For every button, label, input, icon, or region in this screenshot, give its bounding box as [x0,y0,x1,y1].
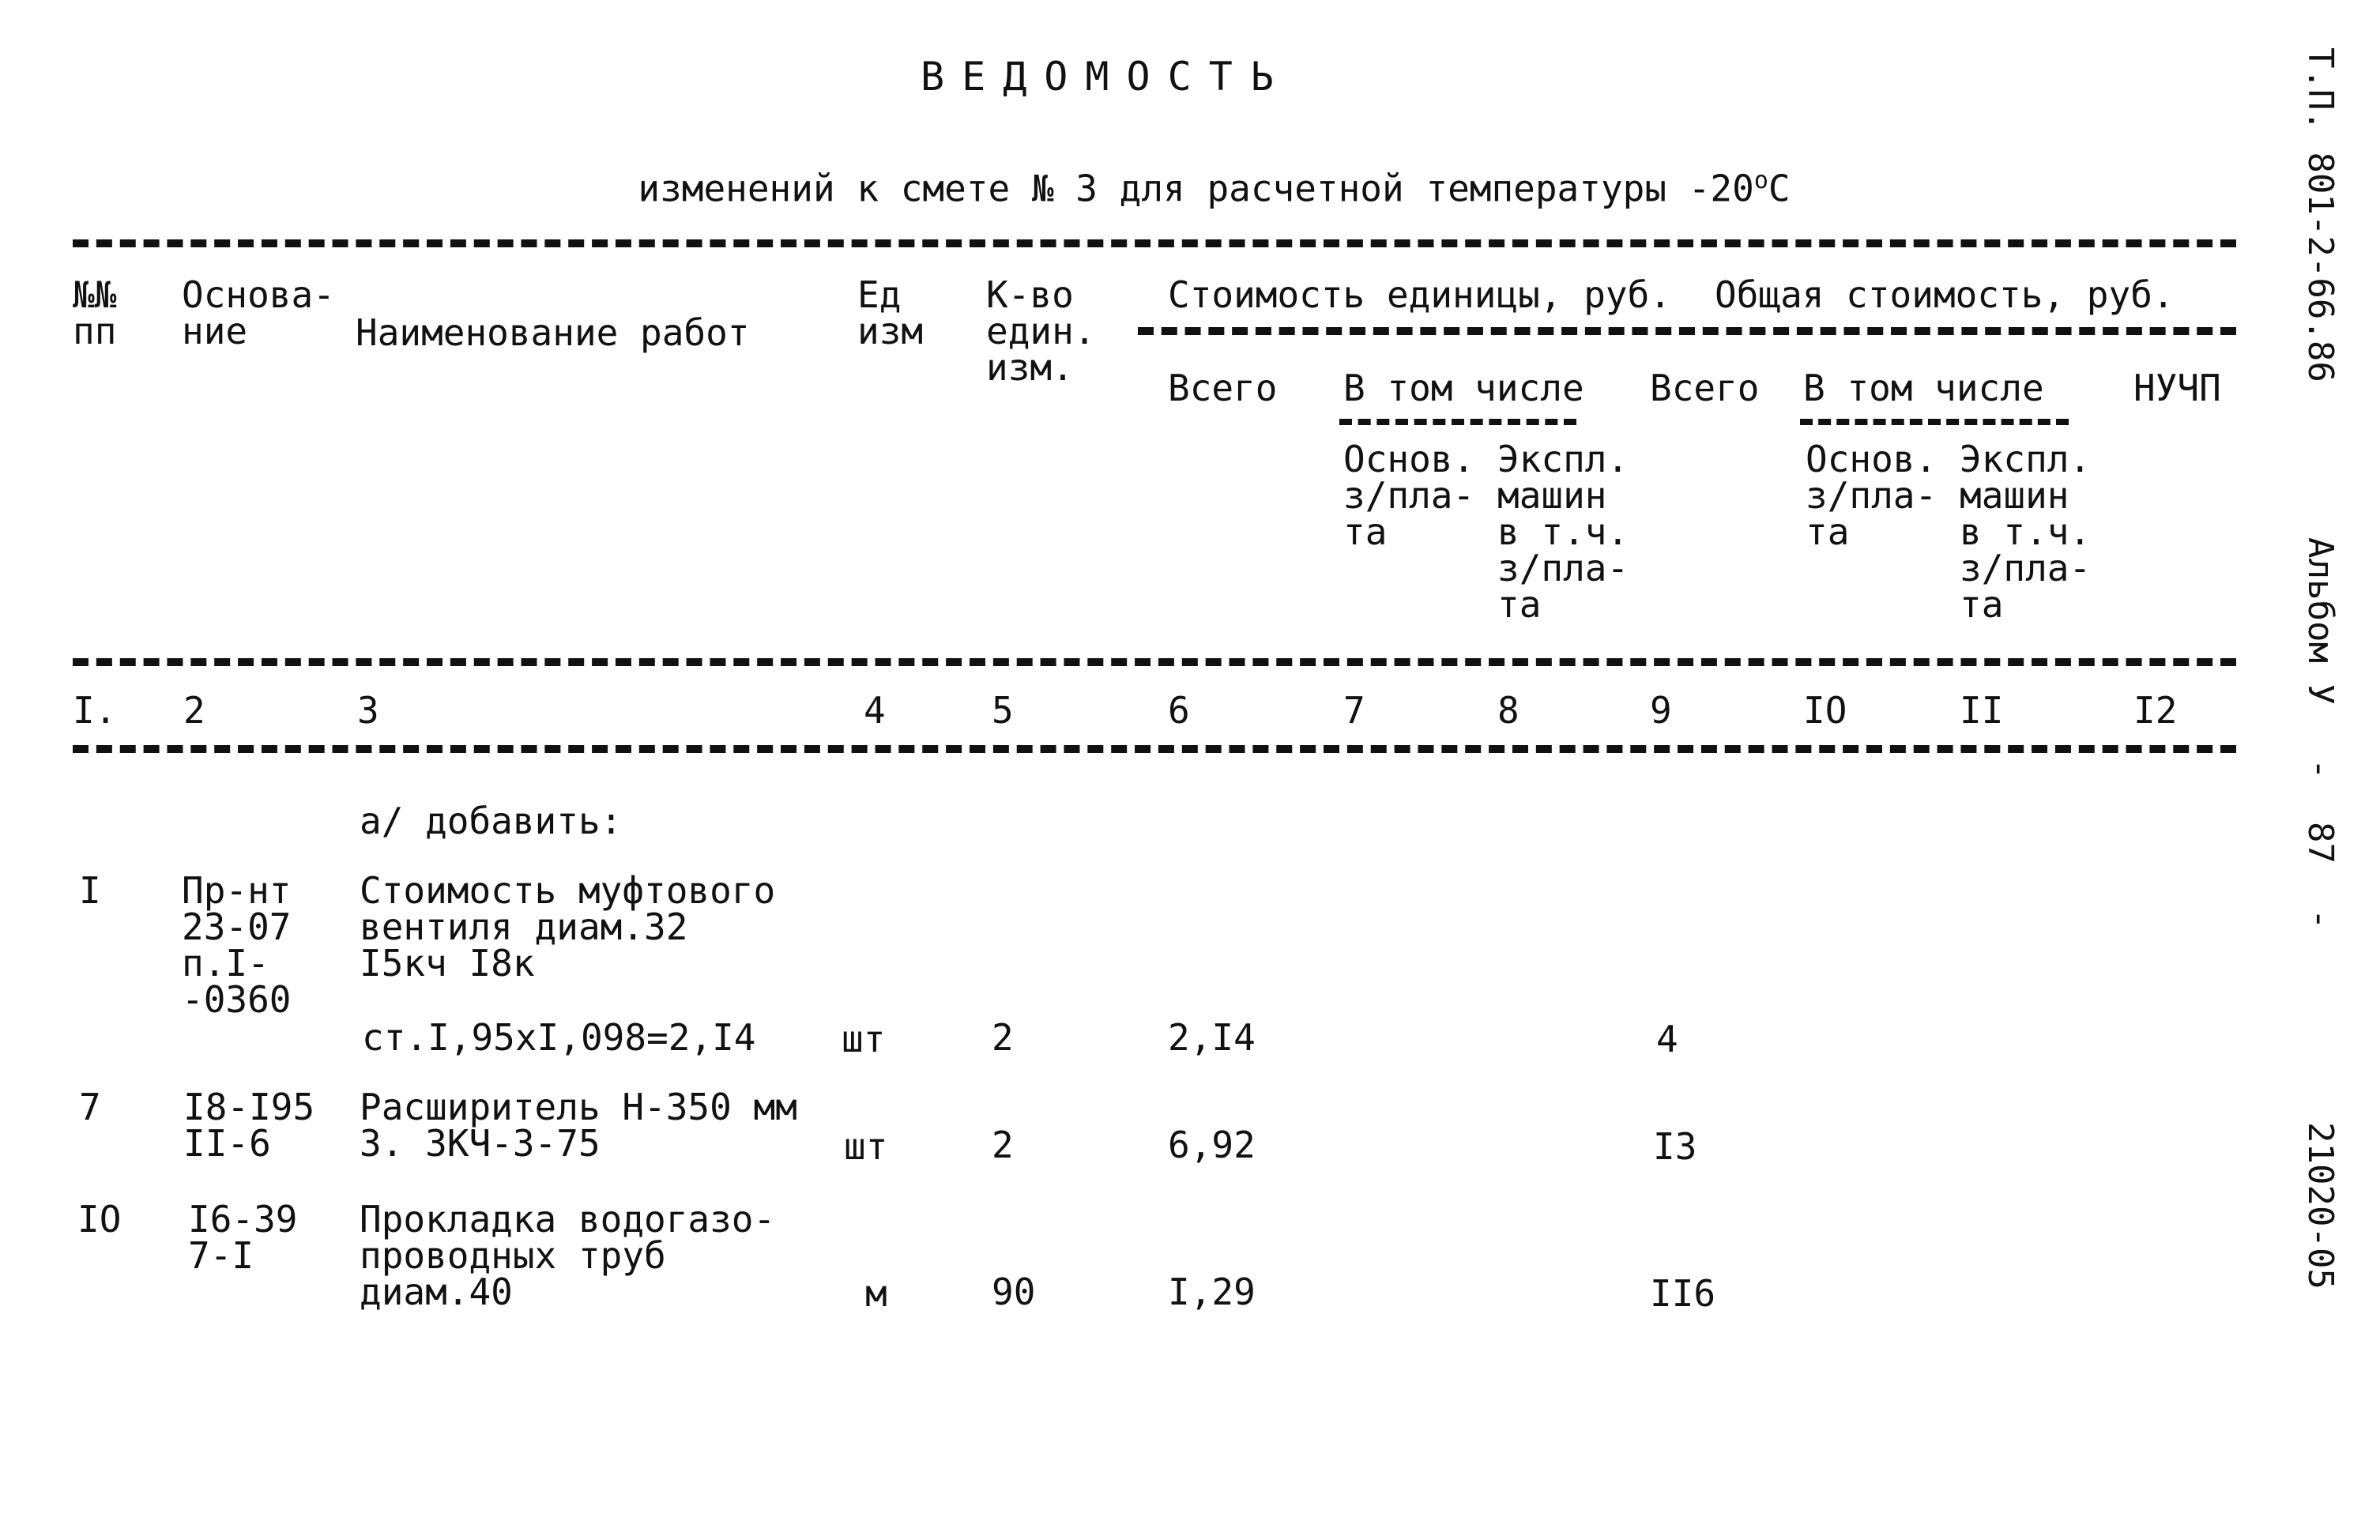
document-title: ВЕДОМОСТЬ [921,54,1291,100]
header-unit-cost: Стоимость единицы, руб. [1168,273,1671,316]
rule-under-cost-headers [1138,327,2236,335]
row-1-name: Стоимость муфтового вентиля диам.32 I5кч I8к [360,869,776,985]
row-2-basis: I8-I95 II-6 [183,1086,315,1165]
header-qty: К-во един. изм. [986,273,1096,389]
subtitle-text: изменений к смете № 3 для расчетной температуры -20 [638,167,1754,210]
row-3-total: II6 [1650,1272,1716,1315]
header-nuchp: НУЧП [2133,367,2221,409]
row-3-basis: I6-39 7-I [188,1198,298,1277]
side-album: Альбом У [2300,537,2340,705]
row-2-total: I3 [1653,1125,1697,1168]
side-dash-2: - [2300,909,2340,930]
rule-under-incl-1 [1339,419,1576,425]
header-name: Наименование работ [356,311,750,354]
rule-top [73,239,2236,247]
col-number: II [1960,689,2004,732]
row-3-qty: 90 [992,1271,1036,1313]
row-1-qty: 2 [992,1016,1014,1059]
row-1-price: 2,I4 [1168,1016,1256,1059]
row-2-name: Расширитель Н-350 мм 3. ЗКЧ-3-75 [360,1086,797,1165]
header-num: №№ пп [73,273,117,352]
subtitle-unit: С [1768,167,1791,210]
header-all-1: Всего [1168,367,1278,409]
header-total-cost: Общая стоимость, руб. [1715,273,2175,316]
header-machines-2: Экспл. машин в т.ч. з/пла- та [1960,438,2092,626]
row-2-price: 6,92 [1168,1124,1256,1166]
side-page: 87 [2300,822,2340,864]
header-unit: Ед изм [857,273,924,352]
row-2-qty: 2 [992,1124,1014,1166]
col-number: 3 [357,689,379,732]
row-3-name: Прокладка водогазо- проводных труб диам.40 [360,1198,776,1313]
header-basis: Основа- ние [182,273,335,352]
col-number: 5 [992,689,1014,732]
header-base-pay-2: Основ. з/пла- та [1806,438,1938,553]
side-doc-number: 21020-05 [2300,1122,2340,1290]
side-code: Т.П. 801-2-66.86 [2300,47,2340,382]
rule-under-incl-2 [1800,419,2069,425]
document-subtitle [594,133,1791,210]
header-incl-2: В том числе [1803,367,2044,409]
header-base-pay-1: Основ. з/пла- та [1343,438,1475,553]
col-number: 4 [864,689,886,732]
col-number: 2 [183,689,205,732]
row-1-num: I [79,869,101,912]
col-number: IO [1803,689,1847,732]
header-machines-1: Экспл. машин в т.ч. з/пла- та [1497,438,1629,626]
rule-col-numbers-bottom [73,745,2236,753]
col-number: I2 [2133,689,2178,732]
col-number: 8 [1497,689,1520,732]
row-2-unit: шт [844,1125,888,1168]
col-number: 7 [1343,689,1365,732]
degree-sign: о [1753,167,1768,194]
row-3-unit: м [865,1272,887,1315]
side-dash-1: - [2300,759,2340,780]
rule-header-bottom [73,658,2236,666]
row-1-calc: ст.I,95хI,098=2,I4 [362,1016,756,1059]
col-number: I. [73,689,117,732]
col-number: 9 [1650,689,1672,732]
header-all-2: Всего [1650,367,1760,409]
row-2-num: 7 [79,1086,101,1128]
section-label: а/ добавить: [360,800,623,842]
row-3-price: I,29 [1168,1271,1256,1313]
row-1-total: 4 [1656,1018,1678,1060]
header-incl-1: В том числе [1343,367,1584,409]
row-3-num: IO [77,1198,122,1241]
row-1-unit: шт [842,1018,886,1060]
row-1-basis: Пр-нт 23-07 п.I- -0360 [182,869,292,1021]
col-number: 6 [1168,689,1190,732]
